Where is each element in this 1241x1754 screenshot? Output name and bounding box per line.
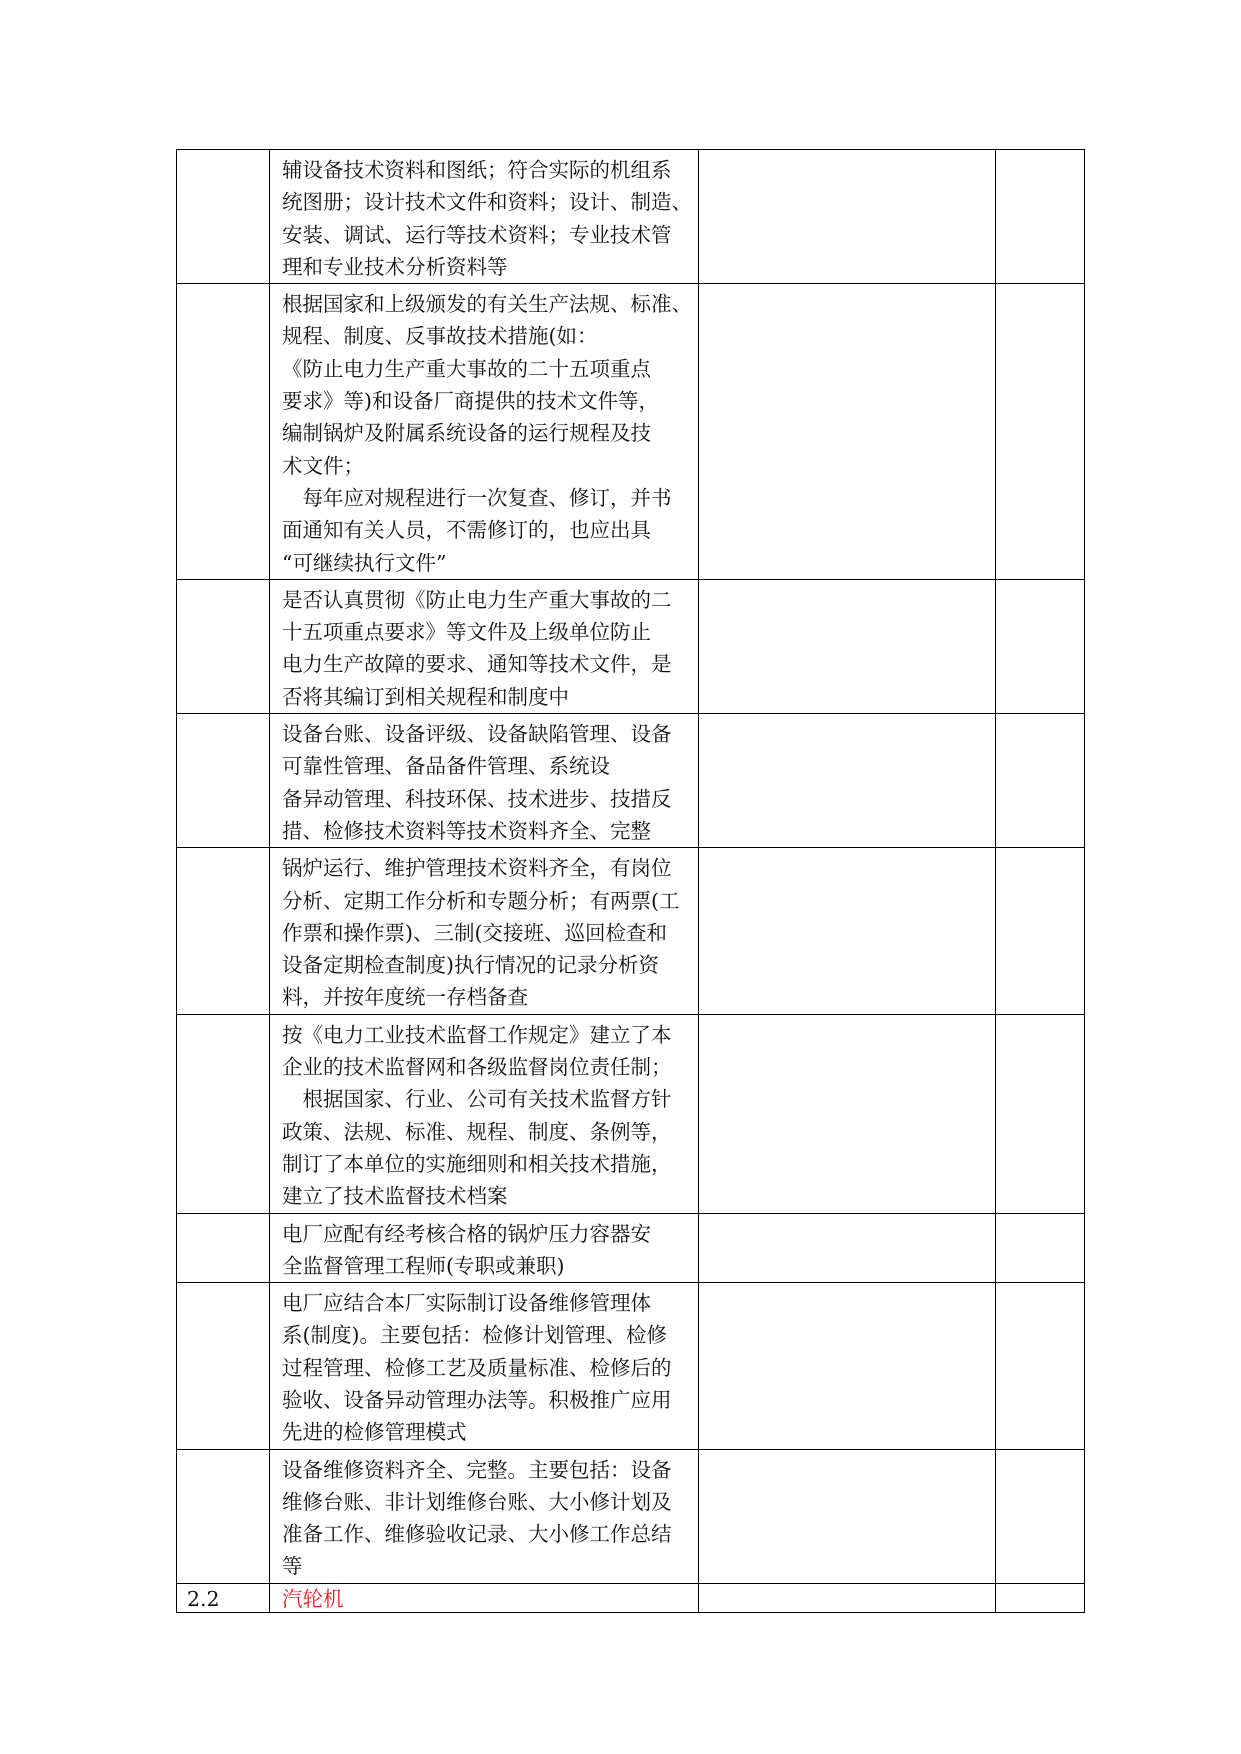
- requirement-cell: [270, 579, 699, 713]
- item-number-cell: [177, 714, 270, 848]
- table-row: [177, 1213, 1085, 1283]
- requirement-line: 过程管理、检修工艺及质量标准、检修后的: [282, 1355, 672, 1380]
- item-number: [177, 580, 269, 584]
- requirement-text: [270, 1450, 698, 1583]
- section-number-cell: [177, 1583, 270, 1612]
- inspection-table: [176, 149, 1085, 1613]
- requirement-text: [270, 1214, 698, 1283]
- requirement-line: 设备台账、设备评级、设备缺陷管理、设备: [282, 722, 672, 747]
- check-result-cell: [699, 150, 996, 284]
- score-cell: [996, 848, 1085, 1014]
- check-result-cell: [699, 1213, 996, 1283]
- score-cell: [996, 1213, 1085, 1283]
- requirement-line: 等: [282, 1554, 303, 1579]
- item-number-cell: [177, 150, 270, 284]
- requirement-cell: [270, 1014, 699, 1213]
- item-number: [177, 150, 269, 154]
- requirement-line: 是否认真贯彻《防止电力生产重大事故的二: [282, 587, 672, 612]
- check-result-cell: [699, 1449, 996, 1583]
- item-number-cell: [177, 1449, 270, 1583]
- requirement-line: 按《电力工业技术监督工作规定》建立了本: [282, 1022, 672, 1047]
- requirement-line: 电厂应配有经考核合格的锅炉压力容器安: [282, 1221, 651, 1246]
- check-result-cell: [699, 848, 996, 1014]
- item-number-cell: [177, 1283, 270, 1449]
- check-result-cell: [699, 284, 996, 580]
- score-cell: [996, 284, 1085, 580]
- requirement-line: 分析、定期工作分析和专题分析；有两票(工: [282, 888, 680, 913]
- requirement-line: 根据国家、行业、公司有关技术监督方针: [282, 1087, 672, 1112]
- requirement-line: 面通知有关人员，不需修订的，也应出具: [282, 518, 651, 543]
- requirement-text: [270, 150, 698, 283]
- requirement-line: 每年应对规程进行一次复查、修订，并书: [282, 485, 672, 510]
- requirement-text: [270, 580, 698, 713]
- check-result-cell: [699, 1283, 996, 1449]
- item-number: [177, 1283, 269, 1287]
- item-number-cell: [177, 284, 270, 580]
- score-cell: [996, 1014, 1085, 1213]
- requirement-cell: [270, 284, 699, 580]
- table-row: [177, 1014, 1085, 1213]
- requirement-text: [270, 714, 698, 847]
- requirement-line: 设备维修资料齐全、完整。主要包括：设备: [282, 1457, 672, 1482]
- table-row: [177, 714, 1085, 848]
- requirement-line: 政策、法规、标准、规程、制度、条例等，: [282, 1119, 672, 1144]
- section-title-cell: [270, 1583, 699, 1612]
- check-result-cell: [699, 1014, 996, 1213]
- section-title: 汽轮机: [282, 1586, 344, 1611]
- requirement-line: 料，并按年度统一存档备查: [282, 985, 528, 1010]
- requirement-text: [270, 1283, 698, 1448]
- requirement-line: 否将其编订到相关规程和制度中: [282, 684, 569, 709]
- table-row: [177, 848, 1085, 1014]
- requirement-line: 可靠性管理、备品备件管理、系统设: [282, 754, 610, 779]
- score-cell: [996, 579, 1085, 713]
- requirement-line: 先进的检修管理模式: [282, 1420, 467, 1445]
- requirement-line: 十五项重点要求》等文件及上级单位防止: [282, 620, 651, 645]
- item-number-cell: [177, 848, 270, 1014]
- score-cell: [996, 150, 1085, 284]
- requirement-line: 维修台账、非计划维修台账、大小修计划及: [282, 1489, 672, 1514]
- table-row: [177, 150, 1085, 284]
- table-row: [177, 579, 1085, 713]
- requirement-cell: [270, 848, 699, 1014]
- item-number: [177, 284, 269, 288]
- requirement-line: 设备定期检查制度)执行情况的记录分析资: [282, 953, 659, 978]
- requirement-line: 验收、设备异动管理办法等。积极推广应用: [282, 1387, 672, 1412]
- requirement-line: 根据国家和上级颁发的有关生产法规、标准、: [282, 292, 692, 317]
- requirement-line: 理和专业技术分析资料等: [282, 254, 508, 279]
- requirement-line: 措、检修技术资料等技术资料齐全、完整: [282, 818, 651, 843]
- requirement-line: 锅炉运行、维护管理技术资料齐全，有岗位: [282, 856, 672, 881]
- requirement-line: 电厂应结合本厂实际制订设备维修管理体: [282, 1291, 651, 1316]
- requirement-line: 《防止电力生产重大事故的二十五项重点: [282, 356, 651, 381]
- requirement-cell: [270, 714, 699, 848]
- requirement-line: 编制锅炉及附属系统设备的运行规程及技: [282, 421, 651, 446]
- requirement-cell: [270, 1283, 699, 1449]
- requirement-cell: [270, 150, 699, 284]
- item-number: [177, 1450, 269, 1454]
- requirement-line: 辅设备技术资料和图纸；符合实际的机组系: [282, 158, 672, 182]
- requirement-line: 安装、调试、运行等技术资料；专业技术管: [282, 222, 672, 247]
- score-cell: [996, 1283, 1085, 1449]
- section-empty-cell-2: [996, 1583, 1085, 1612]
- requirement-cell: [270, 1213, 699, 1283]
- requirement-cell: [270, 1449, 699, 1583]
- check-result-cell: [699, 579, 996, 713]
- requirement-text: [270, 848, 698, 1013]
- table-body: [177, 150, 1085, 1613]
- requirement-line: 规程、制度、反事故技术措施(如：: [282, 324, 598, 349]
- score-cell: [996, 1449, 1085, 1583]
- item-number: [177, 1015, 269, 1019]
- section-number: 2.2: [187, 1586, 220, 1611]
- requirement-line: 电力生产故障的要求、通知等技术文件，是: [282, 652, 672, 677]
- score-cell: [996, 714, 1085, 848]
- requirement-line: “可继续执行文件”: [282, 550, 447, 575]
- requirement-line: 准备工作、维修验收记录、大小修工作总结: [282, 1522, 672, 1547]
- item-number: [177, 848, 269, 852]
- requirement-line: 术文件；: [282, 453, 364, 478]
- requirement-line: 系(制度)。主要包括：检修计划管理、检修: [282, 1323, 667, 1348]
- requirement-line: 要求》等)和设备厂商提供的技术文件等，: [282, 389, 659, 414]
- item-number-cell: [177, 579, 270, 713]
- requirement-line: 制订了本单位的实施细则和相关技术措施，: [282, 1151, 672, 1176]
- table-row: [177, 1283, 1085, 1449]
- requirement-text: [270, 1015, 698, 1213]
- item-number: [177, 714, 269, 718]
- requirement-line: 建立了技术监督技术档案: [282, 1184, 508, 1209]
- requirement-line: 统图册；设计技术文件和资料；设计、制造、: [282, 190, 692, 215]
- requirement-line: 作票和操作票)、三制(交接班、巡回检查和: [282, 920, 667, 945]
- check-result-cell: [699, 714, 996, 848]
- item-number: [177, 1214, 269, 1218]
- section-row: [177, 1583, 1085, 1612]
- item-number-cell: [177, 1014, 270, 1213]
- requirement-line: 企业的技术监督网和各级监督岗位责任制；: [282, 1055, 672, 1080]
- requirement-text: [270, 284, 698, 579]
- table-row: [177, 284, 1085, 580]
- table-row: [177, 1449, 1085, 1583]
- section-empty-cell: [699, 1583, 996, 1612]
- requirement-line: 备异动管理、科技环保、技术进步、技措反: [282, 786, 672, 811]
- item-number-cell: [177, 1213, 270, 1283]
- requirement-line: 全监督管理工程师(专职或兼职): [282, 1253, 565, 1278]
